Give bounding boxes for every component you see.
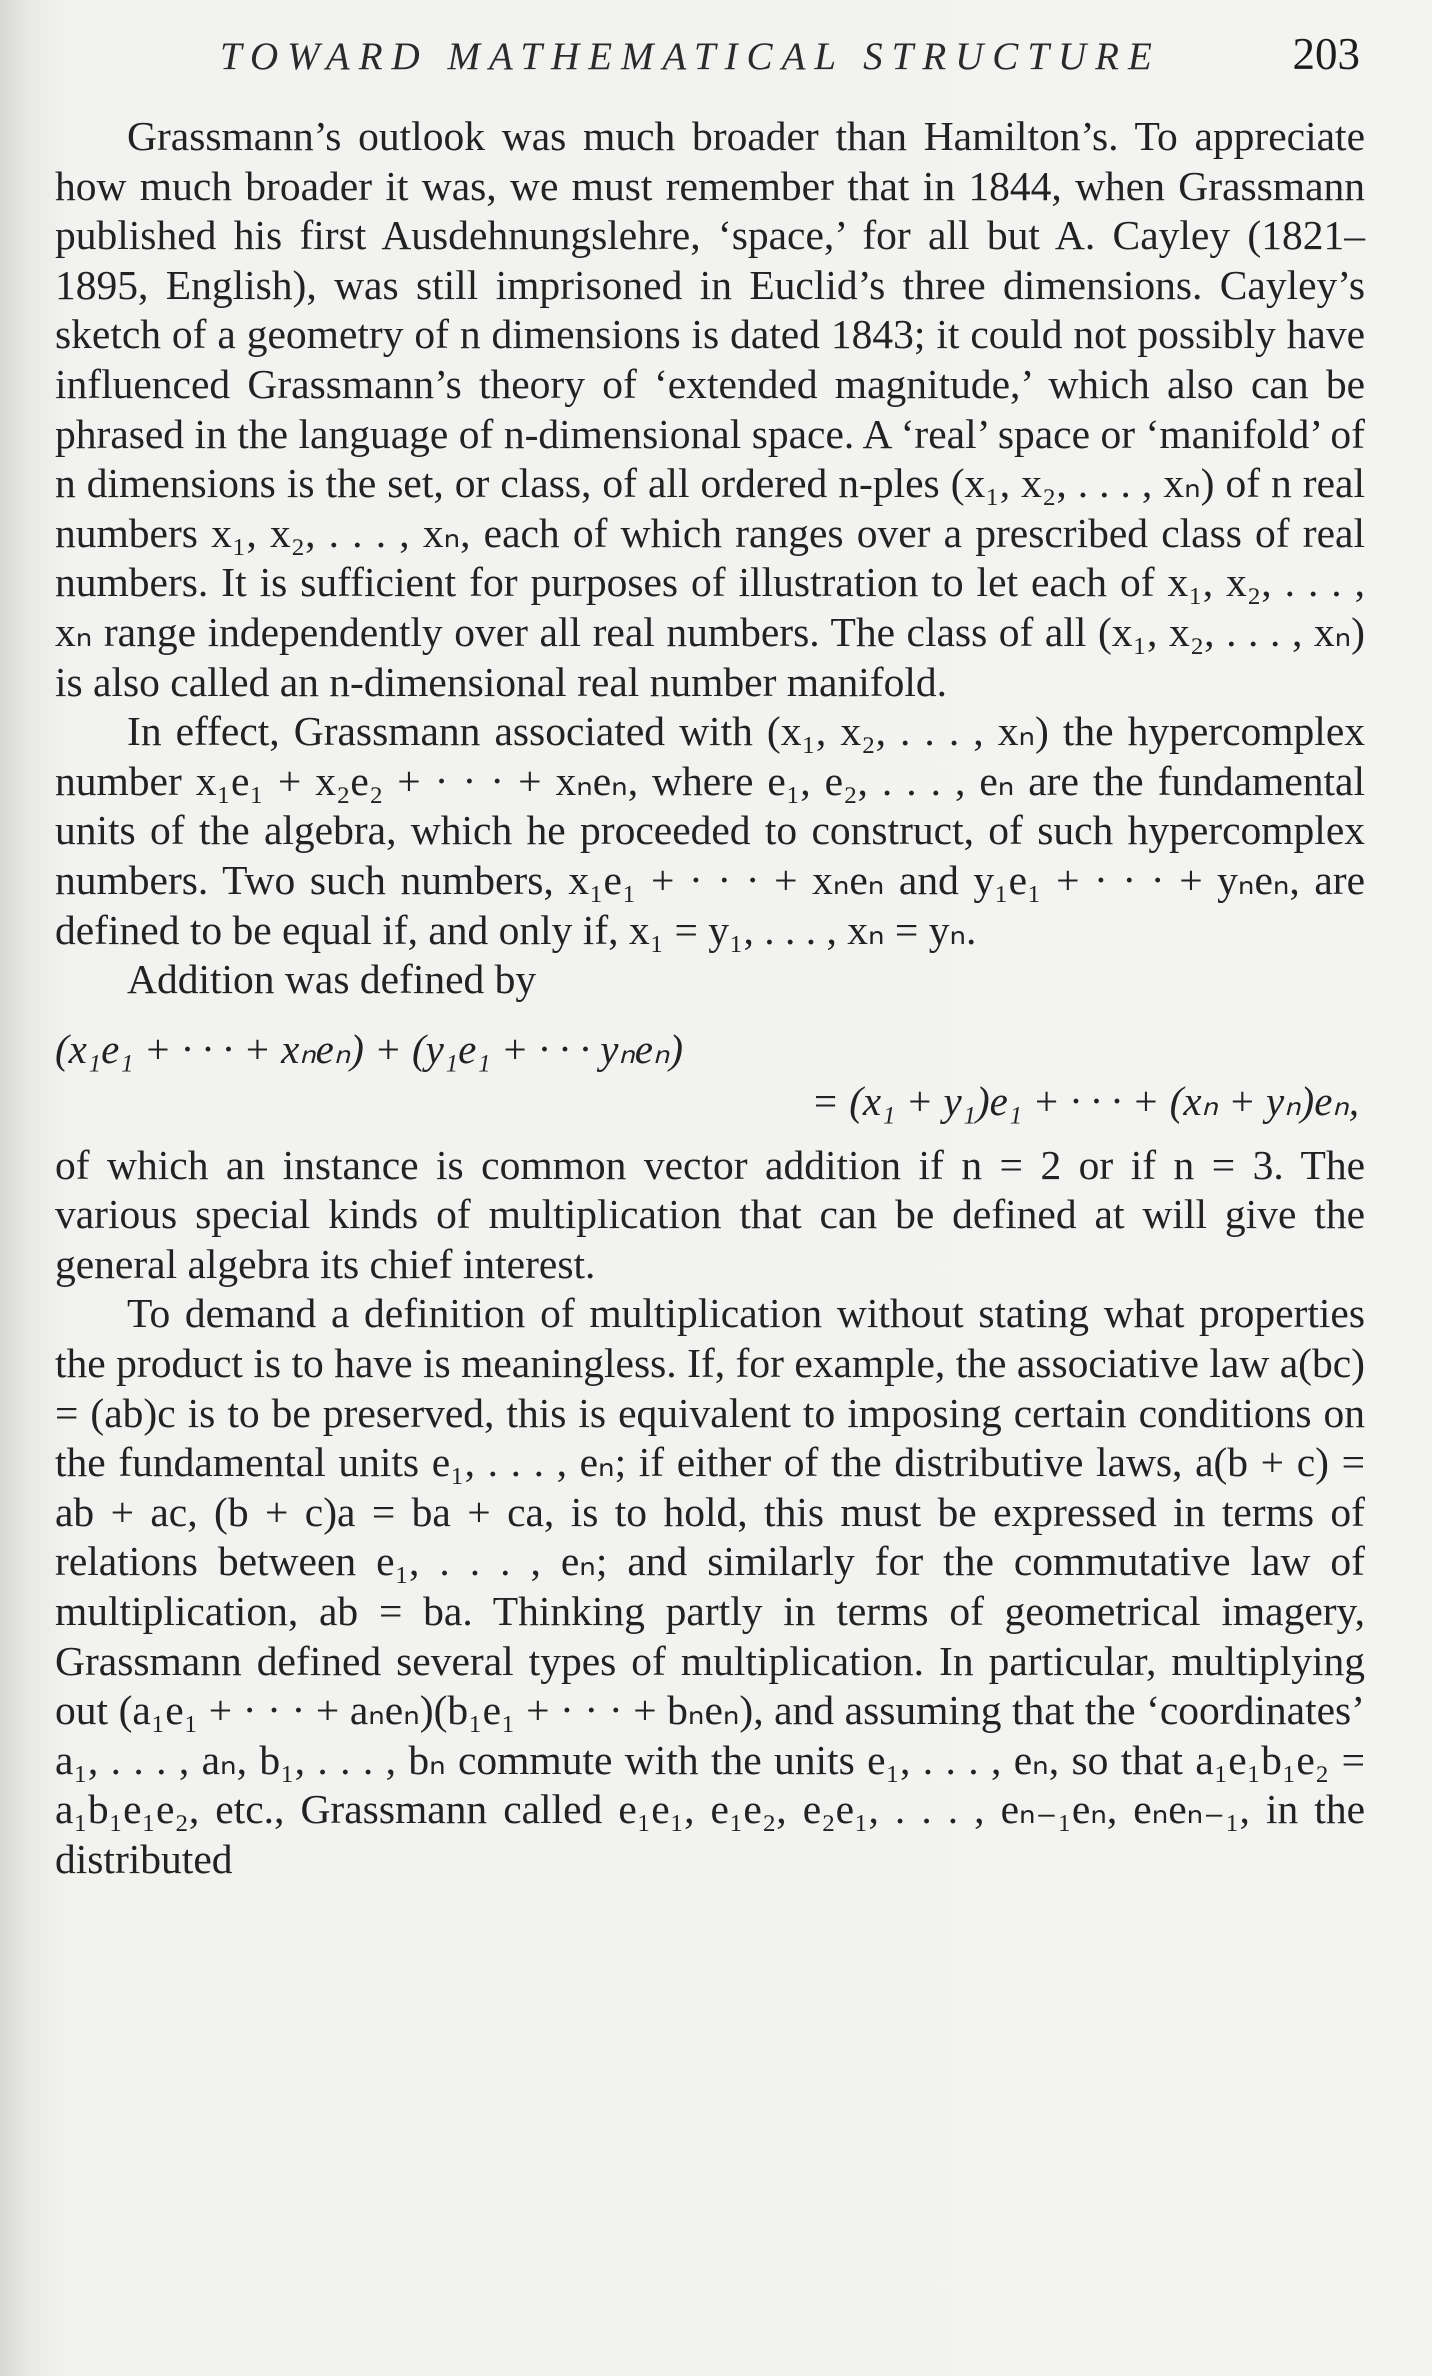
paragraph-1: Grassmann’s outlook was much broader than Hamilton’s. To appreciate how much broader it was, we must remember that in 1844, when Grassmann published his first Ausdehnungslehre, ‘space,’ for all but A. Cayley (1821–1895, English), was still imprisoned in Euclid’s three dimensions. Cayley’s sketch of a geometry of n dimensions is dated 1843; it could not possibly have influenced Grassmann’s theory of ‘extended magnitude,’ which also can be phrased in the language of n-dimensional space. A ‘real’ space or ‘manifold’ of n dimensions is the set, or class, of all ordered n-ples (x₁, x₂, . . . , xₙ) of n real numbers x₁, x₂, . . . , xₙ, each of which ranges over a prescribed class of real numbers. It is sufficient for purposes of illustration to let each of x₁, x₂, . . . , xₙ range independently over all real numbers. The class of all (x₁, x₂, . . . , xₙ) is also called an n-dimensional real number manifold. [55,113,1365,705]
page-number: 203 [1292,29,1360,79]
paragraph-4: of which an instance is common vector addition if n = 2 or if n = 3. The various special kinds of multiplication that can be defined at will give the general algebra its chief interest. [55,1141,1365,1287]
running-title: TOWARD MATHEMATICAL STRUCTURE [220,35,1161,78]
paragraph-5: To demand a definition of multiplication without stating what properties the product is to have is meaningless. If, for example, the associative law a(bc) = (ab)c is to be preserved, this is equivalent to imposing certain conditions on the fundamental units e₁, . . . , eₙ; if either of the distributive laws, a(b + c) = ab + ac, (b + c)a = ba + ca, is to hold, this must be expressed in terms of relations between e₁, . . . , eₙ; and similarly for the commutative law of multiplication, ab = ba. Thinking partly in terms of geometrical imagery, Grassmann defined several types of multiplication. In particular, multiplying out (a₁e₁ + · · · + aₙeₙ)(b₁e₁ + · · · + bₙeₙ), and assuming that the ‘coordinates’ a₁, . . . , aₙ, b₁, . . . , bₙ commute with the units e₁, . . . , eₙ, so that a₁e₁b₁e₂ = a₁b₁e₁e₂, etc., Grassmann called e₁e₁, e₁e₂, e₂e₁, . . . , eₙ₋₁eₙ, eₙeₙ₋₁, in the distributed [55,1290,1365,1882]
paragraph-2: In effect, Grassmann associated with (x₁, x₂, . . . , xₙ) the hypercomplex number x₁e₁ + x₂e₂ + · · · + xₙeₙ, where e₁, e₂, . . . , eₙ are the fundamental units of the algebra, which he proceeded to construct, of such hypercomplex numbers. Two such numbers, x₁e₁ + · · · + xₙeₙ and y₁e₁ + · · · + yₙeₙ, are defined to be equal if, and only if, x₁ = y₁, . . . , xₙ = yₙ. [55,708,1365,953]
body-text [55,112,1365,1885]
paragraph-3: Addition was defined by [127,956,537,1003]
equation-line-1: (x₁e₁ + · · · + xₙeₙ) + (y₁e₁ + · · · yₙeₙ) [55,1025,683,1072]
addition-equation [55,1023,1365,1127]
page-header [220,28,1370,88]
equation-line-2: = (x₁ + y₁)e₁ + · · · + (xₙ + yₙ)eₙ, [811,1077,1359,1124]
